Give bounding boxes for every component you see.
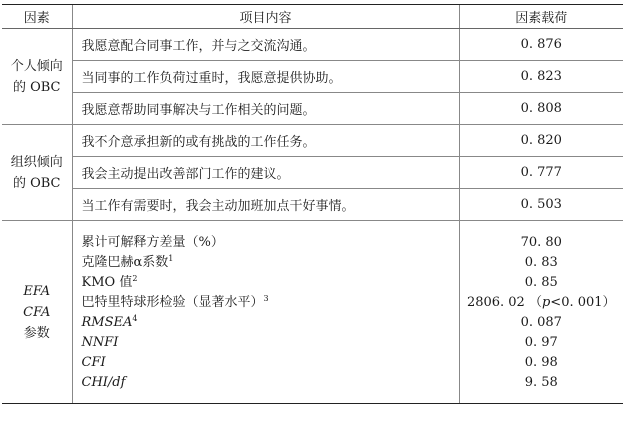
table-row [2,157,623,189]
item-text: 我愿意帮助同事解决与工作相关的问题。 [72,93,459,125]
factor-loading-table [2,4,623,404]
group-label-personal: 个人倾向 的 OBC [2,29,72,125]
loading-value: 0. 820 [459,125,623,157]
loading-value: 0. 808 [459,93,623,125]
item-text: 我愿意配合同事工作，并与之交流沟通。 [72,29,459,61]
loading-value: 0. 777 [459,157,623,189]
stat-value: 0. 97 [524,335,558,350]
header-item-content: 项目内容 [72,5,459,29]
item-text: 我会主动提出改善部门工作的建议。 [72,157,459,189]
table-row [2,93,623,125]
group-label-parameters: EFA CFA 参数 [2,221,72,404]
item-text: 当同事的工作负荷过重时，我愿意提供协助。 [72,61,459,93]
stat-items [72,221,459,404]
stat-value: 0. 83 [524,255,558,270]
stat-item: KMO 值$^2$ [81,274,138,290]
stat-item: CFI [81,355,106,370]
stat-item: 累计可解释方差量（%） [81,235,224,250]
stat-item: 巴特里特球形检验（显著水平）$^3$ [81,294,269,310]
stat-value: 9. 58 [524,375,558,390]
stat-item: 克隆巴赫α系数$^1$ [81,254,174,270]
stat-value: 2806. 02 （p<0. 001） [466,295,616,310]
loading-value: 0. 876 [459,29,623,61]
stat-value: 70. 80 [520,235,562,250]
group-label-organizational: 组织倾向 的 OBC [2,125,72,221]
stat-values [459,221,623,404]
stat-value: 0. 85 [524,275,558,290]
table-row [2,61,623,93]
item-text: 我不介意承担新的或有挑战的工作任务。 [72,125,459,157]
loading-value: 0. 823 [459,61,623,93]
stat-item: NNFI [81,335,119,350]
stat-item: CHI/df [81,375,126,390]
table-row [2,189,623,221]
stat-value: 0. 087 [520,315,562,330]
header-factor: 因素 [2,5,72,29]
table-row [2,29,623,61]
table-header-row [2,5,623,29]
stat-item: RMSEA$^4$ [81,314,138,330]
stat-value: 0. 98 [524,355,558,370]
table-row [2,125,623,157]
item-text: 当工作有需要时，我会主动加班加点干好事情。 [72,189,459,221]
table-row [2,221,623,404]
header-factor-loading: 因素载荷 [459,5,623,29]
loading-value: 0. 503 [459,189,623,221]
